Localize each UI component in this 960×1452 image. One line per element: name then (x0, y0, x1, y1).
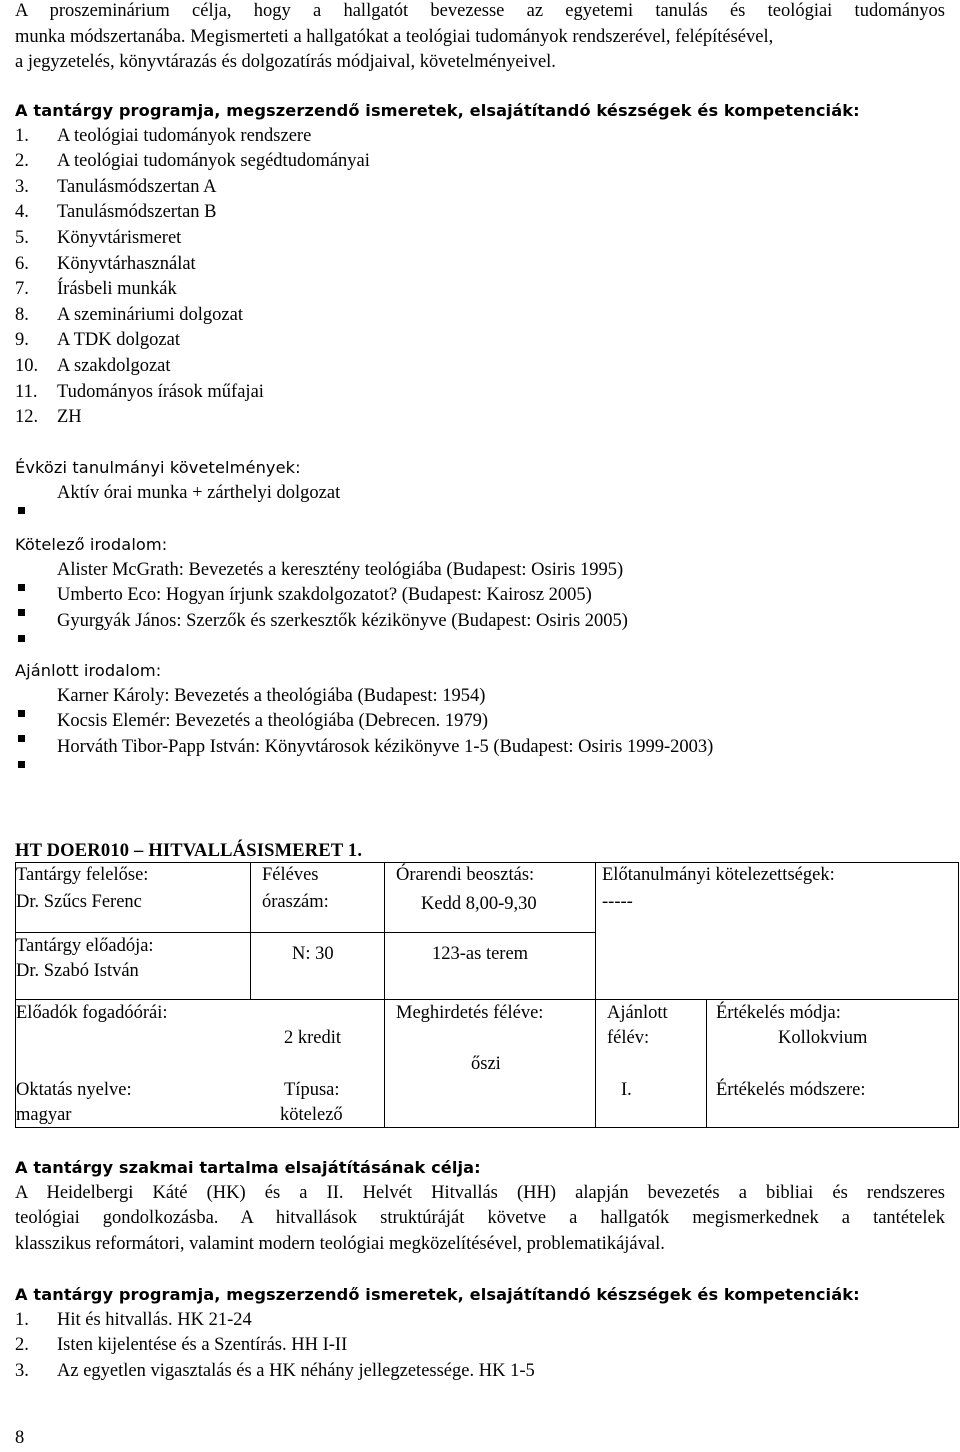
mandatory-literature-section (15, 532, 628, 634)
list-item: 2. Isten kijelentése és a Szentírás. HH I-II (15, 1335, 348, 1356)
intro-line: A proszeminárium célja, hogy a hallgatót bevezesse az egyetemi tanulás és teológiai tudományos (15, 1, 945, 21)
list-item: 6. Könyvtárhasználat (15, 253, 196, 274)
lecturer-name: Dr. Szabó István (16, 961, 139, 981)
list-item: 2. A teológiai tudományok segédtudományai (15, 151, 370, 172)
list-item: 8. A szemináriumi dolgozat (15, 304, 243, 325)
page-number: 8 (15, 1428, 25, 1448)
requirements-heading: Évközi tanulmányi követelmények: (15, 458, 301, 477)
intro-line: a jegyzetelés, könyvtárazás és dolgozatírás módjaival, követelményeivel. (15, 52, 556, 73)
room-value: 123-as terem (432, 944, 529, 964)
responsible-label: Tantárgy felelőse: (16, 865, 149, 885)
program-section (15, 98, 945, 431)
list-item: 10. A szakdolgozat (15, 355, 171, 376)
goal-section (15, 1155, 945, 1257)
responsible-name: Dr. Szűcs Ferenc (16, 892, 142, 912)
recommended-heading: Ajánlott irodalom: (15, 661, 162, 680)
list-item: 1. Hit és hitvallás. HK 21-24 (15, 1309, 252, 1330)
list-item: Karner Károly: Bevezetés a theológiába (Budapest: 1954) (57, 685, 486, 706)
intro-paragraph (15, 0, 945, 76)
list-item: 12. ZH (15, 407, 82, 428)
program-list (15, 124, 945, 431)
requirements-section (15, 455, 340, 506)
list-item: Gyurgyák János: Szerzők és szerkesztők kézikönyve (Budapest: Osiris 2005) (57, 610, 628, 631)
list-item: Kocsis Elemér: Bevezetés a theológiába (Debrecen. 1979) (57, 711, 488, 732)
type-value: kötelező (280, 1105, 343, 1125)
course-title: HT DOER010 – HITVALLÁSISMERET 1. (15, 841, 363, 861)
recommended-semester-value: I. (621, 1080, 632, 1100)
eval-method-label: Értékelés módszere: (716, 1080, 866, 1100)
list-item: Aktív órai munka + zárthelyi dolgozat (57, 482, 341, 503)
program-heading: A tantárgy programja, megszerzendő ismeretek, elsajátítandó készségek és kompetenciák: (15, 1285, 860, 1304)
lecturer-label: Tantárgy előadója: (16, 936, 154, 956)
eval-label: Értékelés módja: (716, 1003, 841, 1023)
prereq-label: Előtanulmányi kötelezettségek: (602, 865, 835, 885)
language-value: magyar (16, 1105, 72, 1125)
language-label: Oktatás nyelve: (16, 1080, 132, 1100)
program-heading: A tantárgy programja, megszerzendő ismeretek, elsajátítandó készségek és kompetenciák: (15, 101, 860, 120)
list-item: 5. Könyvtárismeret (15, 227, 182, 248)
list-item: 3. Az egyetlen vigasztalás és a HK néhány jellegzetessége. HK 1-5 (15, 1360, 535, 1381)
goal-line: teológiai gondolkozásba. A hitvallások struktúráját követve a hallgatók megismerkednek a tantételek (15, 1208, 945, 1229)
recommended-semester-label: Ajánlott (607, 1003, 668, 1023)
hours-value: N: 30 (292, 944, 334, 964)
list-item: 1. A teológiai tudományok rendszere (15, 125, 312, 146)
list-item: 3. Tanulásmódszertan A (15, 176, 217, 197)
list-item: Alister McGrath: Bevezetés a keresztény teológiába (Budapest: Osiris 1995) (57, 559, 624, 580)
list-item: 9. A TDK dolgozat (15, 330, 180, 351)
goal-line: klasszikus reformátori, valamint modern teológiai megközelítésével, problematikájával. (15, 1233, 665, 1254)
goal-heading: A tantárgy szakmai tartalma elsajátításának célja: (15, 1158, 481, 1177)
recommended-semester-label-2: félév: (607, 1028, 650, 1048)
list-item: Horváth Tibor-Papp István: Könyvtárosok kézikönyve 1-5 (Budapest: Osiris 1999-2003) (57, 736, 714, 757)
program-section (15, 1282, 945, 1384)
course-info-table (15, 862, 959, 1128)
credits-value: 2 kredit (284, 1028, 342, 1048)
list-item: 4. Tanulásmódszertan B (15, 202, 217, 223)
semester-label: Meghirdetés féléve: (396, 1003, 544, 1023)
eval-value: Kollokvium (778, 1028, 868, 1048)
list-item: Umberto Eco: Hogyan írjunk szakdolgozatot? (Budapest: Kairosz 2005) (57, 585, 592, 606)
hours-label: Féléves (262, 865, 319, 885)
mandatory-heading: Kötelező irodalom: (15, 535, 168, 554)
goal-line: A Heidelbergi Káté (HK) és a II. Helvét Hitvallás (HH) alapján bevezetés a bibliai és rendszeres (15, 1182, 945, 1203)
schedule-value: Kedd 8,00-9,30 (421, 894, 537, 914)
semester-value: őszi (471, 1054, 501, 1074)
prereq-value: ----- (602, 892, 633, 912)
type-label: Típusa: (284, 1080, 340, 1100)
schedule-label: Órarendi beosztás: (396, 865, 535, 885)
office-hours-label: Előadók fogadóórái: (16, 1003, 168, 1023)
hours-label-2: óraszám: (262, 892, 329, 912)
list-item: 11. Tudományos írások műfajai (15, 381, 264, 402)
intro-line: munka módszertanába. Megismerteti a hallgatókat a teológiai tudományok rendszerével, felépítésével, (15, 26, 774, 47)
list-item: 7. Írásbeli munkák (15, 279, 177, 300)
recommended-literature-section (15, 658, 713, 760)
